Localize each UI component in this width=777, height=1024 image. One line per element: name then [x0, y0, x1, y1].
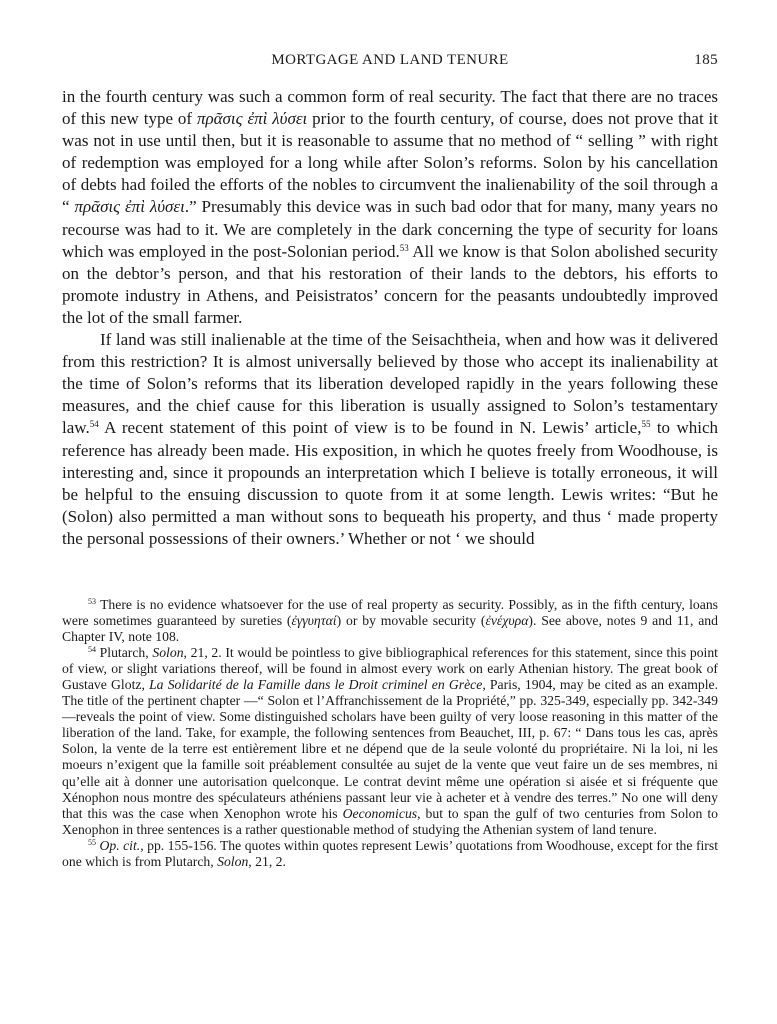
text-run: ) or by movable security (: [336, 613, 486, 629]
footnote-ref-55[interactable]: 55: [641, 419, 651, 430]
text-run: There is no evidence whatsoever for the use of real property as security. Possibly, as in the fifth century, loans were sometimes guaranteed by sureties (: [62, 597, 718, 629]
running-title: MORTGAGE AND LAND TENURE: [271, 52, 509, 68]
footnote-mark: 54: [88, 645, 96, 655]
footnote-53: [62, 597, 718, 645]
footnote-54: [62, 645, 718, 838]
italic-title: Solon: [217, 853, 249, 869]
text-run: If land was still inalienable at the time of the Seisachtheia, when and how was it delivered from this restriction? It is almost universally believed by those who accept its inalienability at the time of Solon’s reforms that its liberation developed rapidly in the years following these measures, and the chief cause for this liberation is usually assigned to Solon’s testamentary law.: [62, 330, 718, 438]
greek-phrase: πρᾶσις ἐπὶ λύσει: [74, 197, 185, 217]
text-run: in the fourth century was such a common form of real security. The fact that there are no traces of this new type of: [62, 87, 718, 129]
italic-title: Oeconomicus: [342, 805, 418, 821]
footnote-ref-53[interactable]: 53: [399, 242, 409, 253]
italic-title: Op. cit.: [96, 837, 141, 853]
footnote-mark: 53: [88, 597, 96, 606]
text-run: Plutarch,: [96, 645, 153, 661]
text-run: A recent statement of this point of view is to be found in N. Lewis’ article,: [98, 418, 642, 438]
text-run: prior to the fourth century, of course, does not prove that it was not in use until then, but it is reasonable to assume that no method of “ selling ” with right of redemption was employed for a long while after Solon’s reforms. Solon by his cancellation of debts had foiled the efforts of the nobles to circumvent the inalienability of the soil through a “: [62, 109, 719, 217]
page-number: 185: [694, 52, 718, 68]
footnote-mark: 55: [88, 837, 96, 847]
running-header: [62, 52, 718, 74]
footnote-ref-54[interactable]: 54: [89, 419, 99, 430]
text-run: , 21, 2.: [248, 853, 286, 869]
text-run: , Paris, 1904, may be cited as an example. The title of the pertinent chapter —“ Solon et l’Affranchissement de la Propriété,” pp. 325-349, especially pp. 342-349—reveals the point of view. Some distinguished scholars have been guilty of very loose reasoning in this matter of the liberation of the land. Take, for example, the following sentences from Beauchet, III, p. 67: “ Dans tous les cas, après Solon, la vente de la terre est entièrement libre et ne dépend que de la seule volonté du propriétaire. Ni la loi, ni les moeurs n’exigent que la famille soit préablement consultée au sujet de la vente que veut faire un de ses membres, ni qu’elle ait à donner une autorisation quelconque. Le contrat devint même une opération si aisée et si fréquente que Xénophon nous montre des spéculateurs athéniens passant leur vie à acheter et à vendre des terres.” No one will deny that this was the case when Xenophon wrote his: [62, 677, 718, 821]
main-text: [62, 86, 718, 550]
text-run: .” Presumably this device was in such bad odor that for many, many years no recourse was had to it. We are completely in the dark concerning the type of security for loans which was employed in the post-Solonian period.: [62, 197, 718, 261]
text-run: , pp. 155-156. The quotes within quotes represent Lewis’ quotations from Woodhouse, except for the first one which is from Plutarch,: [62, 837, 718, 869]
greek-phrase: ἐγγυηταί: [291, 613, 337, 629]
italic-title: Solon: [152, 645, 184, 661]
footnotes: [62, 597, 718, 870]
footnote-55: [62, 838, 718, 870]
text-run: , 21, 2. It would be pointless to give bibliographical references for this statement, since this point of view, or slight variations thereof, will be found in almost every work on early Athenian history. The great book of Gustave Glotz,: [62, 645, 718, 693]
paragraph-2: [62, 329, 718, 550]
text-run: , but to span the gulf of two centuries from Solon to Xenophon in three sentences is a rather questionable method of studying the Athenian system of land tenure.: [62, 805, 718, 837]
text-run: All we know is that Solon abolished security on the debtor’s person, and that his restoration of their lands to the debtors, his efforts to promote industry in Athens, and Peisistratos’ concern for the peasants undoubtedly improved the lot of the small farmer.: [62, 241, 719, 327]
italic-title: La Solidarité de la Famille dans le Droit criminel en Grèce: [149, 677, 483, 693]
text-run: ). See above, notes 9 and 11, and Chapter IV, note 108.: [62, 613, 718, 645]
paragraph-1: [62, 86, 718, 329]
text-run: to which reference has already been made. His exposition, in which he quotes freely from Woodhouse, is interesting and, since it propounds an interpretation which I believe is totally erroneous, it will be helpful to the ensuing discussion to quote from it at some length. Lewis writes: “But he (Solon) also permitted a man without sons to bequeath his property, and thus ‘ made property the personal possessions of their owners.’ Whether or not ‘ we should: [62, 418, 718, 548]
greek-phrase: ἐνέχυρα: [485, 613, 529, 629]
greek-phrase: πρᾶσις ἐπὶ λύσει: [196, 109, 308, 129]
